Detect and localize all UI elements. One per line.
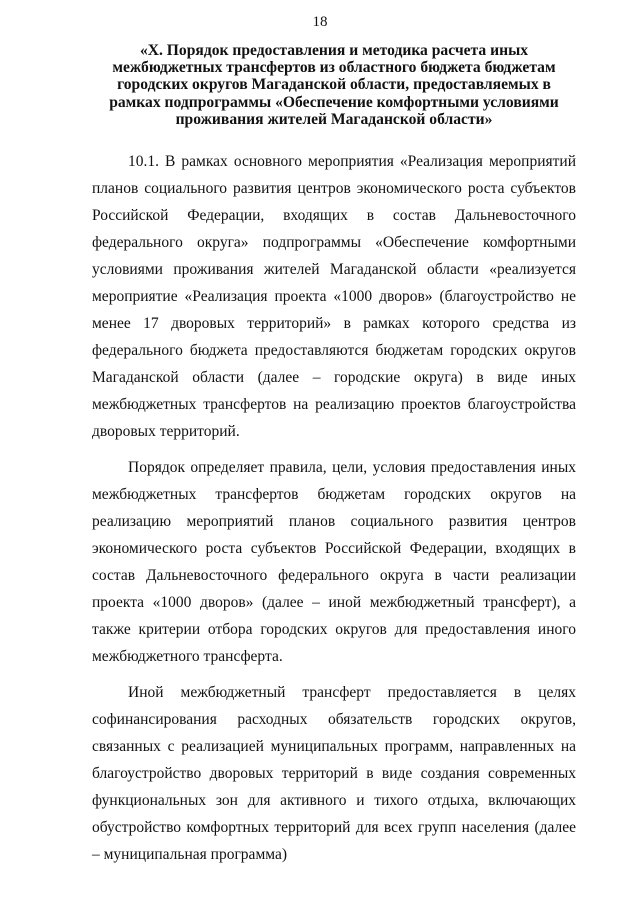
page-number: 18	[312, 14, 328, 30]
paragraph-1: 10.1. В рамках основного мероприятия «Реализация мероприятий планов социального развития центров экономического роста субъектов Российской Федерации, входящих в состав Дальневосточного федерального округа» подпрограммы «Обеспечение комфортными условиями проживания жителей Магаданской области «реализуется мероприятие «Реализация проекта «1000 дворов» (благоустройство не менее 17 дворовых территорий» в рамках которого средства из федерального бюджета предоставляются бюджетам городских округов Магаданской области (далее – городские округа) в виде иных межбюджетных трансфертов на реализацию проектов благоустройства дворовых территорий.	[92, 153, 576, 440]
paragraph-2: Порядок определяет правила, цели, условия предоставления иных межбюджетных трансфертов бюджетам городских округов на реализацию мероприятий планов социального развития центров экономического роста субъектов Российской Федерации, входящих в состав Дальневосточного федерального округа в части реализации проекта «1000 дворов» (далее – иной межбюджетный трансферт), а также критерии отбора городских округов для предоставления иного межбюджетного трансферта.	[92, 459, 576, 665]
document-body	[92, 148, 576, 868]
paragraph-3: Иной межбюджетный трансферт предоставляется в целях софинансирования расходных обязательств городских округов, связанных с реализацией муниципальных программ, направленных на благоустройство дворовых территорий в виде создания современных функциональных зон для активного и тихого отдыха, включающих обустройство комфортных территорий для всех групп населения (далее – муниципальная программа)	[92, 684, 576, 863]
section-heading: «X. Порядок предоставления и методика расчета иных межбюджетных трансфертов из областного бюджета бюджетам городских округов Магаданской области, предоставляемых в рамках подпрограммы «Обеспечение комфортными условиями проживания жителей Магаданской области»	[109, 42, 559, 128]
